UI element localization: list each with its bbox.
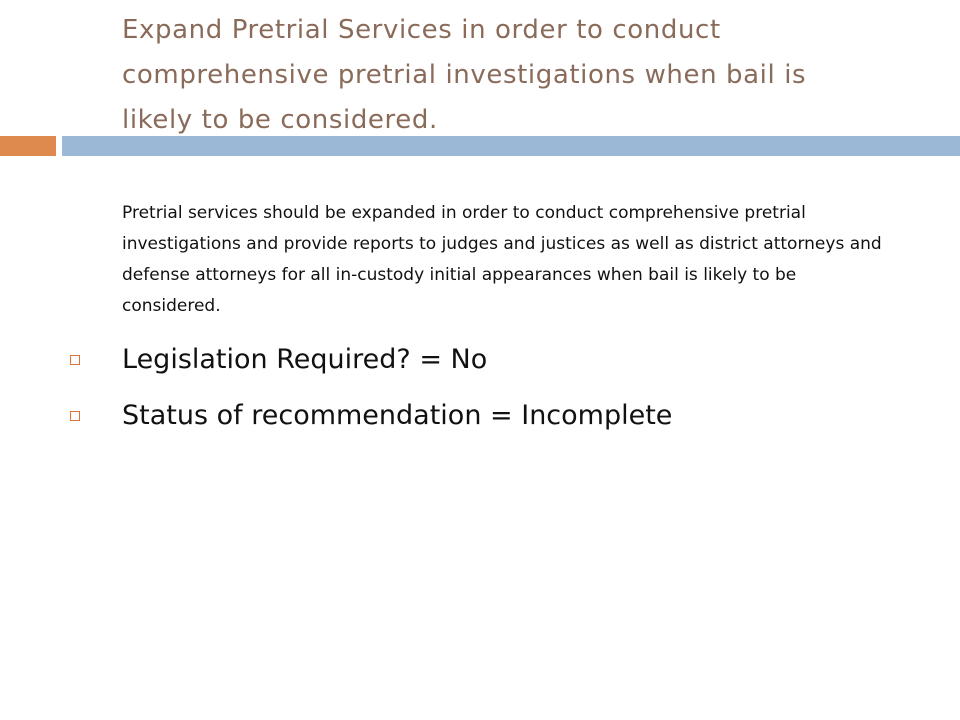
bullet-text-status: Status of recommendation = Incomplete xyxy=(122,400,673,431)
bullet-item-legislation xyxy=(0,336,960,392)
accent-bar-orange xyxy=(0,136,56,156)
slide-title: Expand Pretrial Services in order to conduct comprehensive pretrial investigations when bail is likely to be considered. xyxy=(122,15,807,135)
accent-bar-blue xyxy=(62,136,960,156)
hollow-square-bullet-icon xyxy=(70,411,80,421)
hollow-square-bullet-icon xyxy=(70,355,80,365)
bullet-list xyxy=(0,336,960,448)
bullet-text-legislation: Legislation Required? = No xyxy=(122,344,488,375)
bullet-item-status xyxy=(0,392,960,448)
body-paragraph: Pretrial services should be expanded in order to conduct comprehensive pretrial investigations and provide reports to judges and justices as well as district attorneys and defense attorneys for all in-custody initial appearances when bail is likely to be considered. xyxy=(122,203,882,316)
